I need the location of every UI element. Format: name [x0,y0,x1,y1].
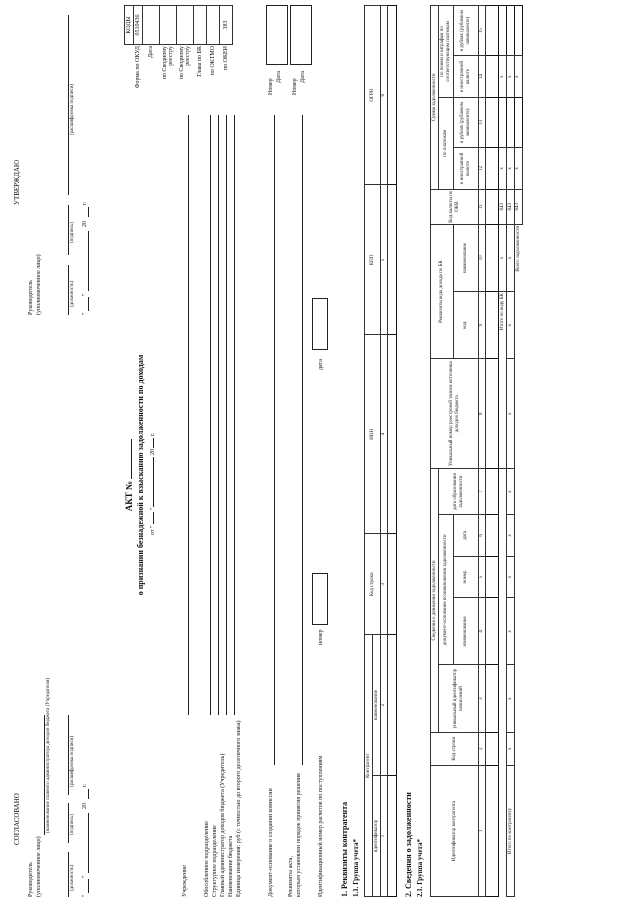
s2-num: 11 [479,189,486,224]
s2-data-cell[interactable] [486,56,499,98]
s2-rub-1: в рублях (рублевом эквиваленте) [454,97,479,147]
s1-num-4: 4 [381,335,388,534]
s2-num: 8 [479,359,486,469]
registry-code-value-1 [160,6,177,45]
institution-label: Учреждение [182,865,188,897]
s2-x: x [507,469,515,515]
structural-line [218,115,219,715]
s2-total-code-label: Итого по коду БК [499,292,507,469]
identifier-date-label: дата [318,359,324,370]
bk-code-label: Глава по БК [197,46,203,77]
s2-by-fines: по пеням и штрафам по соответствующим платежам [439,6,454,98]
s2-x: x [499,224,507,291]
okud-label: Форма по ОКУД [135,46,141,89]
s2-x: x [507,556,515,598]
codes-header: КОДЫ [125,6,134,45]
s2-x: x [515,56,523,98]
basis-line [274,115,275,765]
basis-number-box[interactable] [266,5,288,65]
contragent-header: Контрагент [365,635,373,897]
structural-label: Структурное подразделение [212,825,218,897]
identifier-number-label: номер [318,629,324,645]
registry-code-label-1: по Сводному реестру [162,46,174,80]
s2-total-cell[interactable] [515,6,523,56]
section1-sub: 1.1. Группа учета* [352,839,360,897]
s2-643: 643 [507,189,515,224]
s2-x: x [507,665,515,732]
s2-foreign-1: в иностранной валюте [454,148,479,190]
subdivision-label: Обособленное подразделение [204,821,210,897]
s2-bk-code: код [454,292,479,359]
act-number-box[interactable] [290,5,312,65]
s2-x: x [507,359,515,469]
s2-data-cell[interactable] [486,6,499,56]
s1-kpp: КПП [365,185,381,335]
section1-title: 1. Реквизиты контрагента [340,801,349,897]
institution-line [188,115,189,715]
s1-kod-stroki: Код строки [365,534,381,635]
bk-code-value [194,6,207,45]
right-decode-line [68,15,69,195]
s1-data-cell[interactable] [388,185,397,335]
s2-unique-id: уникальный идентификатор начислений [439,665,479,732]
s2-num: 4 [479,598,486,665]
s2-total-contragent-label: Итого по контрагенту [507,765,515,896]
act-title: АКТ № [124,345,134,605]
s2-debt-date: дата образования задолженности [439,469,479,515]
act-subtitle: о признании безнадежной к взысканию задолженности по доходам [136,354,145,596]
left-decode-caption: (расшифровка подписи) [70,735,75,787]
s2-debt-sum: Сумма задолженности [431,6,439,190]
s2-data-cell[interactable] [486,598,499,665]
s2-total-cell[interactable] [499,97,507,147]
s2-total-cell[interactable] [515,97,523,147]
s2-doc-date: дата [454,515,479,557]
right-date-year: 20 [82,221,88,227]
identifier-number-box[interactable] [312,573,328,625]
basis-date-label: Дата [276,71,282,83]
right-decode-caption: (расшифровка подписи) [70,83,75,135]
s2-bk-req: Реквизиты кода дохода по БК [431,224,454,358]
right-date-quote: " [82,312,88,315]
s2-data-cell[interactable] [486,359,499,469]
identifier-date-box[interactable] [312,298,328,350]
s1-ogrn: ОГРН [365,6,381,185]
s2-x: x [499,56,507,98]
s2-total-cell[interactable] [507,6,515,56]
s2-x: x [507,56,515,98]
identifier-label: Идентификационный номер расчетов по поступлениям [318,755,324,897]
s2-foreign-2: в иностранной валюте [454,56,479,98]
s2-x: x [507,515,515,557]
s2-643: 643 [515,189,523,224]
left-date-g: г. [82,783,88,787]
s2-x: x [507,292,515,359]
left-signature-line [68,803,69,843]
left-decode-line [68,715,69,795]
act-date-row: от " " 20 г. [150,432,156,535]
s2-643: 643 [499,189,507,224]
approved-title: УТВЕРЖДАЮ [13,159,21,205]
oktmo-code-value [207,6,220,45]
s2-x: x [507,732,515,765]
budget-label: Наименование бюджета [228,835,234,897]
s1-data-cell[interactable] [388,635,397,776]
s2-x: x [515,148,523,190]
s2-num: 7 [479,469,486,515]
s2-bk-name: наименование [454,224,479,291]
s2-num: 9 [479,292,486,359]
s2-data-cell[interactable] [486,515,499,557]
s1-data-cell[interactable] [388,335,397,534]
registry-code-label-2: по Сводному реестру [179,46,191,80]
s2-total-debt-label: Всего задолженности [515,225,521,272]
left-date-year-line [88,789,89,799]
s1-inn: ИНН [365,335,381,534]
s2-by-payments: по платежам [439,97,454,189]
right-date-day-line [88,297,89,311]
s2-data-cell[interactable] [486,732,499,765]
left-date-month-line [88,813,89,873]
act-reqs-line [302,115,303,765]
s2-total-cell[interactable] [499,6,507,56]
budget-line [234,115,235,715]
s2-x: x [507,598,515,665]
section2-sub: 2.1. Группа учета* [416,839,424,897]
s2-num: 1 [479,765,486,896]
left-authorized-caption: (уполномоченное лицо) [36,836,42,897]
s2-num: 12 [479,148,486,190]
date-code-value [143,6,160,45]
act-number-label: Номер [292,78,298,95]
right-date-month-line [88,231,89,291]
s2-data-cell[interactable] [486,765,499,896]
s2-info: Сведения о движении задолженности [431,469,439,733]
s2-doc-num: номер [454,556,479,598]
s2-data-cell[interactable] [486,97,499,147]
left-org-caption: (наименование главного администратора доходов бюджета (Учредителя) [46,677,51,833]
okud-value: 0510436 [134,6,143,45]
left-position-caption: (должность) [70,864,75,891]
date-code-label: Дата [148,46,154,58]
right-authorized-caption: (уполномоченное лицо) [36,254,42,315]
right-position-line [68,265,69,315]
s2-data-cell[interactable] [486,469,499,515]
s1-data-cell[interactable] [388,775,397,896]
s1-num-2: 2 [381,635,388,776]
s2-num: 10 [479,224,486,291]
left-date-year: 20 [82,803,88,809]
basis-label: Документ-основание о создании комиссии [268,788,274,897]
debt-table [430,5,523,897]
s2-x: x [499,148,507,190]
s2-data-cell[interactable] [486,556,499,598]
s2-reg-num: Уникальный номер реестровой записи источника доходов бюджета [431,359,479,469]
s1-identifier: идентификатор [373,775,381,896]
s2-data-cell[interactable] [486,148,499,190]
right-date-year-line [88,207,89,217]
left-manager-label: Руководитель [28,862,34,897]
act-reqs-label2: которым установлен порядок принятия решения [296,773,302,897]
s2-data-cell[interactable] [486,665,499,732]
right-date-quote-close: " [82,293,88,296]
s1-num-6: 6 [381,6,388,185]
s2-x: x [507,224,515,291]
gad-line [226,115,227,715]
okei-code-value: 383 [220,6,233,45]
s2-id-contragent: Идентификатор контрагента [431,765,479,896]
act-date-label: Дата [300,71,306,83]
s2-num: 6 [479,515,486,557]
s2-kod-stroki: Код строки [431,732,479,765]
codes-table [124,5,233,95]
right-position-caption: (должность) [70,280,75,307]
s1-data-cell[interactable] [388,6,397,185]
unit-label: Единица измерения: руб (с точностью до второго десятичного знака) [236,720,242,897]
s2-num: 15 [479,6,486,56]
s2-data-cell[interactable] [486,292,499,359]
contragent-table [364,5,397,897]
left-date-day-line [88,879,89,893]
s1-num-5: 5 [381,185,388,335]
s2-num: 3 [479,665,486,732]
basis-number-label: Номер [268,78,274,95]
s2-doc-name: наименование [454,598,479,665]
left-signature-caption: (подпись) [70,814,75,835]
left-position-line [68,852,69,897]
oktmo-code-label: по ОКТМО [210,46,216,76]
s1-num-1: 1 [381,775,388,896]
right-signature-caption: (подпись) [70,222,75,243]
s2-rub-2: в рублях (рублевом эквиваленте) [454,6,479,56]
left-date-quote-close: " [82,875,88,878]
registry-code-value-2 [177,6,194,45]
s1-name: наименование [373,635,381,776]
s1-data-cell[interactable] [388,534,397,635]
s2-num: 2 [479,732,486,765]
right-date-g: г. [82,201,88,205]
agreed-title: СОГЛАСОВАНО [13,793,21,845]
s1-num-3: 3 [381,534,388,635]
act-reqs-label: Реквизиты акта, [288,856,294,897]
s2-total-cell[interactable] [507,97,515,147]
s2-num: 14 [479,56,486,98]
gad-label: Главный администратор доходов бюджета (Учредитель) [220,753,226,897]
left-date-quote: " [82,894,88,897]
s2-data-cell[interactable] [486,224,499,291]
right-manager-label: Руководитель [28,280,34,315]
s2-x: x [507,148,515,190]
s2-num: 5 [479,556,486,598]
okei-code-label: по ОКЕИ [223,46,229,71]
section2-title: 2. Сведения о задолженности [404,792,413,897]
subdivision-line [210,115,211,715]
s2-currency-code: Код валюты по ОКВ [431,189,479,224]
s2-num: 13 [479,97,486,147]
s2-doc-basis: документ-основание возникновения задолженности [439,515,454,665]
s2-data-cell[interactable] [486,189,499,224]
right-signature-line [68,205,69,255]
left-org-line [44,715,45,835]
